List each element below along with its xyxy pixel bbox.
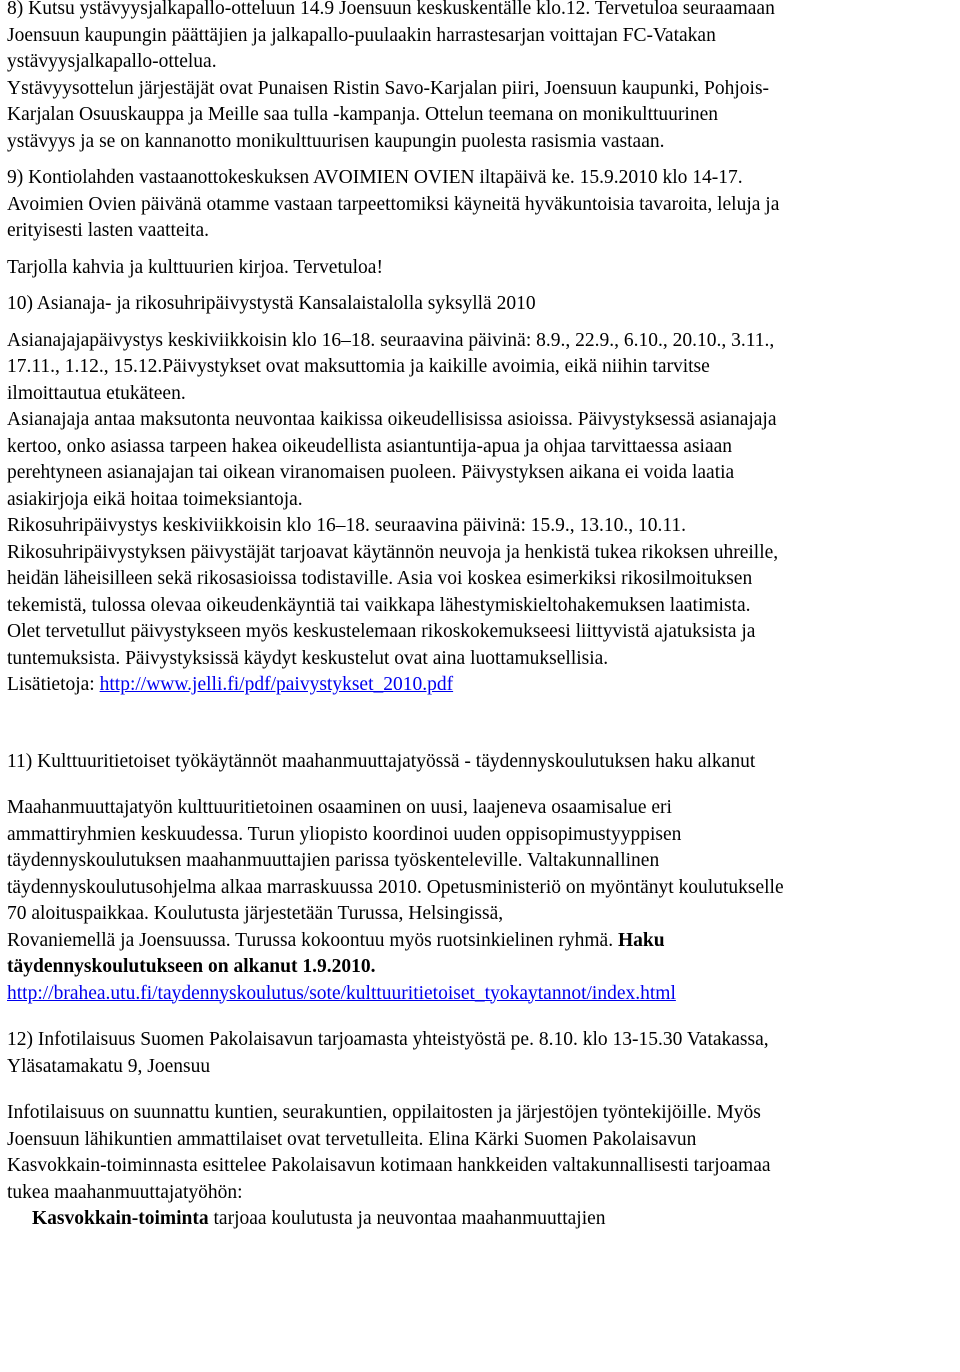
emphasis-text: Haku [617, 929, 665, 951]
paragraph-line: Maahanmuuttajatyön kulttuuritietoinen osaaminen on uusi, laajeneva osaamisalue eri [7, 797, 672, 818]
spacer [7, 1080, 957, 1100]
paragraph-line: Infotilaisuus on suunnattu kuntien, seurakuntien, oppilaitosten ja järjestöjen työntekijöille. Myös [7, 1102, 761, 1123]
spacer [7, 155, 957, 165]
paragraph-text: Rovaniemellä ja Joensuussa. Turussa kokoontuu myös ruotsinkielinen ryhmä. [7, 929, 618, 951]
section-12-heading-cont: Yläsatamakatu 9, Joensuu [7, 1055, 211, 1077]
section-8-heading: 8) Kutsu ystävyysjalkapallo-otteluun 14.9 Joensuun keskuskentälle klo.12. Tervetuloa seuraamaan [7, 0, 775, 19]
spacer [7, 318, 957, 328]
info-label: Lisätietoja: [7, 674, 100, 695]
emphasis-text: Kasvokkain-toiminta [32, 1208, 209, 1229]
section-9 [7, 165, 957, 281]
paragraph-line: 70 aloituspaikkaa. Koulutusta järjestetään Turussa, Helsingissä, [7, 903, 504, 924]
paragraph-line: tuntemuksista. Päivystyksissä käydyt keskustelut ovat aina luottamuksellisia. [7, 647, 609, 669]
paragraph-line: Joensuun lähikuntien ammattilaiset ovat tervetulleita. Elina Kärki Suomen Pakolaisavun [7, 1128, 697, 1150]
paragraph-line: 17.11., 1.12., 15.12.Päivystykset ovat maksuttomia ja kaikille avoimia, eikä niihin tarvitse [7, 356, 710, 377]
paragraph-line: Tarjolla kahvia ja kulttuurien kirjoa. Tervetuloa! [7, 256, 383, 278]
paragraph-line: Joensuun kaupungin päättäjien ja jalkapallo-puulaakin harrastesarjan voittajan FC-Vatakan [7, 24, 716, 46]
paragraph-line: Rikosuhripäivystys keskiviikkoisin klo 16–18. seuraavina päivinä: 15.9., 13.10., 10.11. [7, 515, 687, 536]
paragraph-line: ilmoittautua etukäteen. [7, 382, 186, 404]
paragraph-line: Kasvokkain-toiminnasta esittelee Pakolaisavun kotimaan hankkeiden valtakunnallisesti tarjoamaa [7, 1155, 771, 1176]
paragraph-line: Karjalan Osuuskauppa ja Meille saa tulla -kampanja. Ottelun teemana on monikulttuurinen [7, 104, 718, 125]
paragraph-line: täydennyskoulutuksen maahanmuuttajien parissa työskenteleville. Valtakunnallinen [7, 850, 660, 871]
course-link[interactable]: http://brahea.utu.fi/taydennyskoulutus/sote/kulttuuritietoiset_tyokaytannot/index.html [7, 982, 676, 1004]
section-11-heading: 11) Kulttuuritietoiset työkäytännöt maahanmuuttajatyössä - täydennyskoulutuksen haku alkanut [7, 750, 756, 772]
paragraph-line: Asianajaja antaa maksutonta neuvontaa kaikissa oikeudellisissa asioissa. Päivystyksessä asianajaja [7, 409, 777, 430]
section-10-heading: 10) Asianaja- ja rikosuhripäivystystä Kansalaistalolla syksyllä 2010 [7, 293, 536, 314]
paragraph-line: tekemistä, tulossa olevaa oikeudenkäyntiä tai vaikkapa lähestymiskieltohakemuksen laatimista. [7, 594, 751, 616]
section-9-heading: 9) Kontiolahden vastaanottokeskuksen AVOIMIEN OVIEN iltapäivä ke. 15.9.2010 klo 14-17. [7, 167, 743, 188]
paragraph-line: perehtyneen asianajajan tai oikean viranomaisen puoleen. Päivystyksen aikana ei voida laatia [7, 462, 735, 483]
spacer [7, 699, 957, 749]
paragraph-line: erityisesti lasten vaatteita. [7, 220, 209, 241]
paragraph-line: Asianajajapäivystys keskiviikkoisin klo 16–18. seuraavina päivinä: 8.9., 22.9., 6.10., 20.10., 3.11., [7, 329, 775, 351]
spacer [7, 245, 957, 255]
paragraph-line [7, 1206, 957, 1233]
link-line [7, 981, 957, 1008]
spacer [7, 281, 957, 291]
info-link[interactable]: http://www.jelli.fi/pdf/paivystykset_2010.pdf [99, 674, 454, 695]
paragraph-line: Avoimien Ovien päivänä otamme vastaan tarpeettomiksi käyneitä hyväkuntoisia tavaroita, leluja ja [7, 193, 780, 215]
section-10 [7, 291, 957, 699]
paragraph-line [7, 954, 957, 981]
document-page [7, 0, 957, 1233]
paragraph-line: täydennyskoulutusohjelma alkaa marraskuussa 2010. Opetusministeriö on myöntänyt koulutukselle [7, 876, 784, 898]
emphasis-text: täydennyskoulutukseen on alkanut 1.9.2010. [7, 956, 376, 977]
paragraph-line: Olet tervetullut päivystykseen myös keskustelemaan rikoskokemukseesi liittyvistä ajatuksista ja [7, 621, 756, 642]
paragraph-line [7, 928, 957, 955]
spacer [7, 1007, 957, 1027]
section-11 [7, 749, 957, 1008]
paragraph-line: Ystävyysottelun järjestäjät ovat Punaisen Ristin Savo-Karjalan piiri, Joensuun kaupunki, Pohjois- [7, 77, 770, 99]
paragraph-line: Rikosuhripäivystyksen päivystäjät tarjoavat käytännön neuvoja ja henkistä tukea rikoksen uhreille, [7, 541, 779, 563]
section-12 [7, 1027, 957, 1233]
section-8 [7, 0, 957, 155]
paragraph-line: ystävyys ja se on kannanotto monikulttuurisen kaupungin puolesta rasismia vastaan. [7, 130, 665, 152]
paragraph-line: ystävyysjalkapallo-ottelua. [7, 51, 217, 72]
section-12-heading: 12) Infotilaisuus Suomen Pakolaisavun tarjoamasta yhteistyöstä pe. 8.10. klo 13-15.30 Vatakassa, [7, 1029, 769, 1050]
paragraph-line: ammattiryhmien keskuudessa. Turun yliopisto koordinoi uuden oppisopimustyyppisen [7, 823, 682, 845]
paragraph-text: tarjoaa koulutusta ja neuvontaa maahanmuuttajien [208, 1208, 606, 1229]
spacer [7, 775, 957, 795]
paragraph-line: tukea maahanmuuttajatyöhön: [7, 1181, 243, 1203]
paragraph-line: heidän läheisilleen sekä rikosasioissa todistaville. Asia voi koskea esimerkiksi rikosilmoituksen [7, 568, 753, 589]
info-line [7, 672, 957, 699]
paragraph-line: kertoo, onko asiassa tarpeen hakea oikeudellista asiantuntija-apua ja ohjaa tarvittaessa asiaan [7, 435, 733, 457]
paragraph-line: asiakirjoja eikä hoitaa toimeksiantoja. [7, 488, 303, 510]
